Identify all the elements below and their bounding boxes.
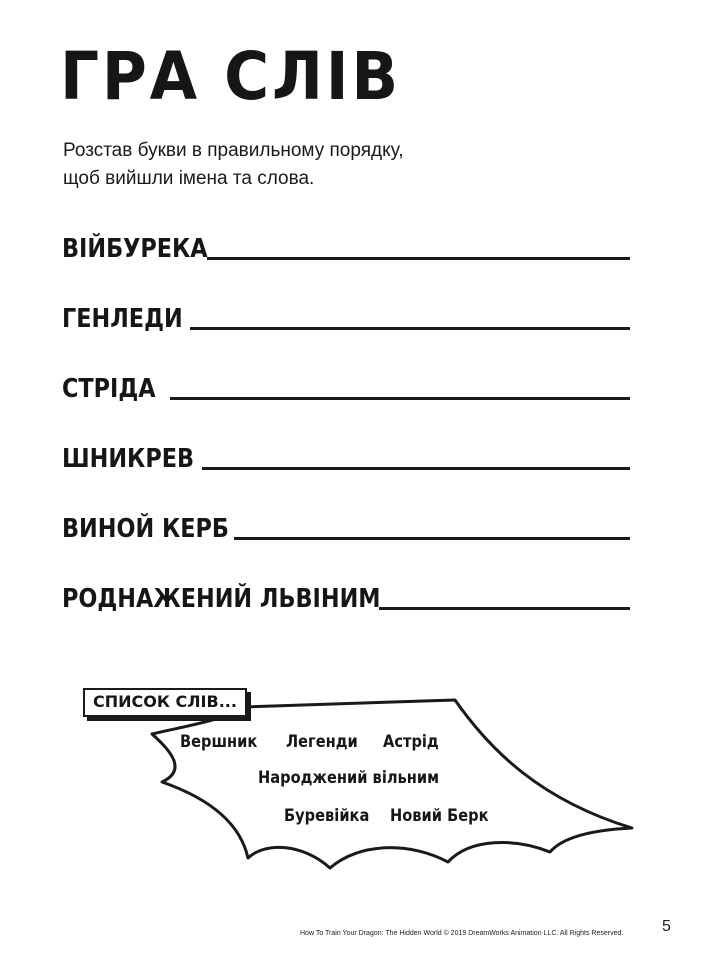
puzzle-row <box>62 222 630 262</box>
bank-word: Вершник <box>180 732 258 752</box>
puzzle-row <box>62 432 630 472</box>
scrambled-word: ШНИКРЕВ <box>62 444 195 474</box>
word-bank <box>70 680 650 880</box>
puzzle-row <box>62 502 630 542</box>
instructions-line-1: Розстав букви в правильному порядку, <box>63 140 404 161</box>
page-number: 5 <box>662 918 671 935</box>
answer-line[interactable] <box>379 607 630 610</box>
bank-word: Буревійка <box>284 806 370 826</box>
scrambled-word: СТРІДА <box>62 374 156 404</box>
scrambled-word: РОДНАЖЕНИЙ ЛЬВІНИМ <box>62 584 381 614</box>
answer-line[interactable] <box>202 467 630 470</box>
instructions <box>63 137 403 193</box>
answer-line[interactable] <box>170 397 630 400</box>
scrambled-word: ГЕНЛЕДИ <box>62 304 183 334</box>
puzzle-row <box>62 362 630 402</box>
puzzle-row <box>62 292 630 332</box>
scrambled-word: ВІЙБУРЕКА <box>62 234 208 264</box>
bank-word: Новий Берк <box>390 806 489 826</box>
answer-line[interactable] <box>234 537 630 540</box>
scrambled-word: ВИНОЙ КЕРБ <box>62 514 229 544</box>
word-bank-header: СПИСОК СЛІВ... <box>83 688 247 717</box>
bank-word: Астрід <box>383 732 439 752</box>
puzzle-row <box>62 572 630 612</box>
bank-word: Народжений вільним <box>258 768 440 788</box>
page-title: ГРА СЛІВ <box>60 38 401 115</box>
answer-line[interactable] <box>207 257 630 260</box>
answer-line[interactable] <box>190 327 630 330</box>
copyright-footer: How To Train Your Dragon: The Hidden World © 2019 DreamWorks Animation LLC. All Rights Reserved. <box>300 930 624 937</box>
bank-word: Легенди <box>286 732 358 752</box>
instructions-line-2: щоб вийшли імена та слова. <box>63 168 315 189</box>
